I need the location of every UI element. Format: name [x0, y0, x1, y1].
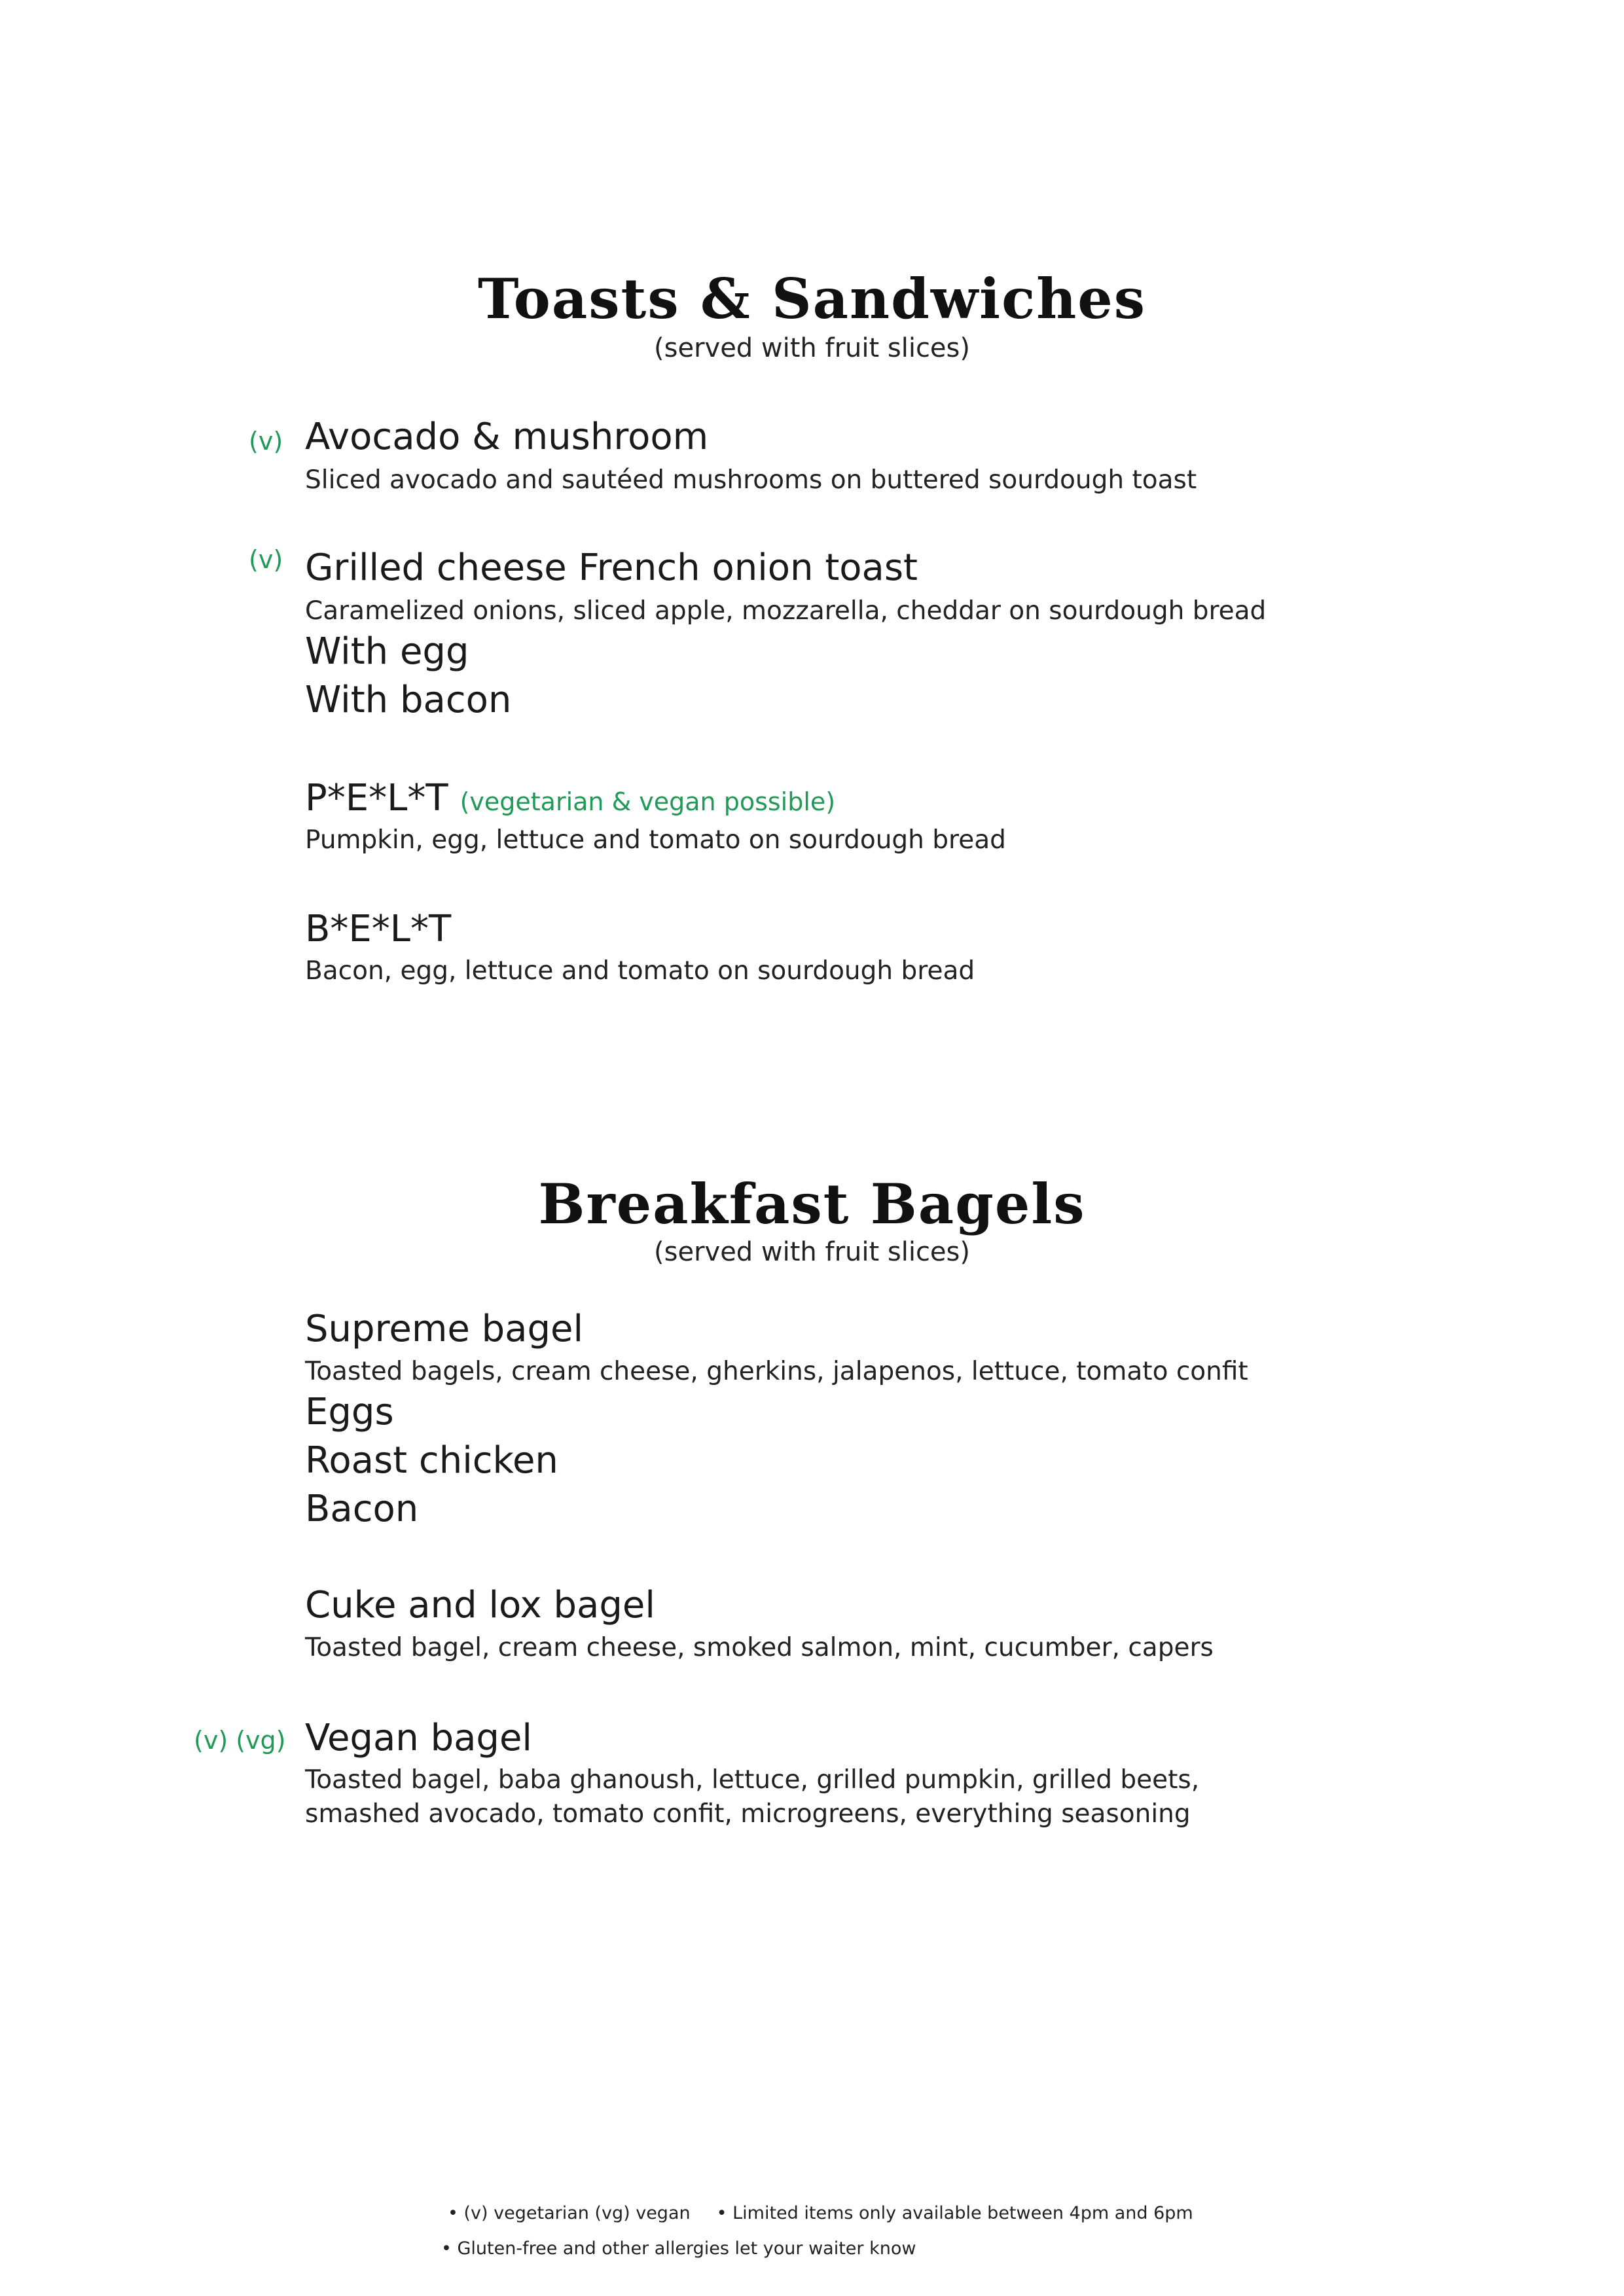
- menu-item-name: Vegan bagel: [305, 1717, 532, 1759]
- menu-item-name-text: P*E*L*T: [305, 777, 448, 819]
- menu-item-option: Eggs: [305, 1391, 394, 1433]
- menu-item-name: Supreme bagel: [305, 1308, 584, 1350]
- section-subtitle-bagels: (served with fruit slices): [654, 1237, 970, 1267]
- menu-item-description: Toasted bagel, cream cheese, smoked salmon, mint, cucumber, capers: [305, 1633, 1214, 1662]
- vegetarian-tag: (v): [249, 427, 283, 456]
- footer-line-1: [448, 2204, 1193, 2222]
- section-title-bagels: Breakfast Bagels: [538, 1172, 1086, 1236]
- footer-legend: • (v) vegetarian (vg) vegan: [448, 2203, 691, 2223]
- vegan-tag: (v) (vg): [194, 1726, 286, 1755]
- menu-item-description: smashed avocado, tomato confit, microgreens, everything seasoning: [305, 1799, 1191, 1829]
- menu-item-name: Grilled cheese French onion toast: [305, 547, 918, 589]
- menu-item-description: Toasted bagels, cream cheese, gherkins, jalapenos, lettuce, tomato confit: [305, 1357, 1248, 1386]
- menu-item-name: Cuke and lox bagel: [305, 1584, 655, 1626]
- menu-item-description: Pumpkin, egg, lettuce and tomato on sourdough bread: [305, 825, 1006, 855]
- menu-item-option: With bacon: [305, 679, 512, 721]
- menu-item-option: With egg: [305, 630, 469, 673]
- menu-item-description: Toasted bagel, baba ghanoush, lettuce, grilled pumpkin, grilled beets,: [305, 1765, 1200, 1795]
- menu-item-name: B*E*L*T: [305, 908, 452, 950]
- menu-item-name: Avocado & mushroom: [305, 416, 709, 458]
- menu-item-description: Caramelized onions, sliced apple, mozzarella, cheddar on sourdough bread: [305, 596, 1267, 626]
- footer-limited-hours: • Limited items only available between 4pm and 6pm: [716, 2203, 1193, 2223]
- section-title-toasts: Toasts & Sandwiches: [477, 266, 1147, 331]
- footer-allergy-note: • Gluten-free and other allergies let your waiter know: [441, 2238, 916, 2259]
- menu-item-option: Roast chicken: [305, 1439, 558, 1482]
- menu-item-description: Bacon, egg, lettuce and tomato on sourdough bread: [305, 956, 975, 986]
- section-subtitle-toasts: (served with fruit slices): [654, 333, 970, 363]
- menu-item-option: Bacon: [305, 1488, 419, 1530]
- menu-item-description: Sliced avocado and sautéed mushrooms on buttered sourdough toast: [305, 465, 1197, 495]
- menu-item-note: (vegetarian & vegan possible): [460, 787, 836, 816]
- menu-item-name: [305, 777, 836, 819]
- vegetarian-tag: (v): [249, 545, 283, 574]
